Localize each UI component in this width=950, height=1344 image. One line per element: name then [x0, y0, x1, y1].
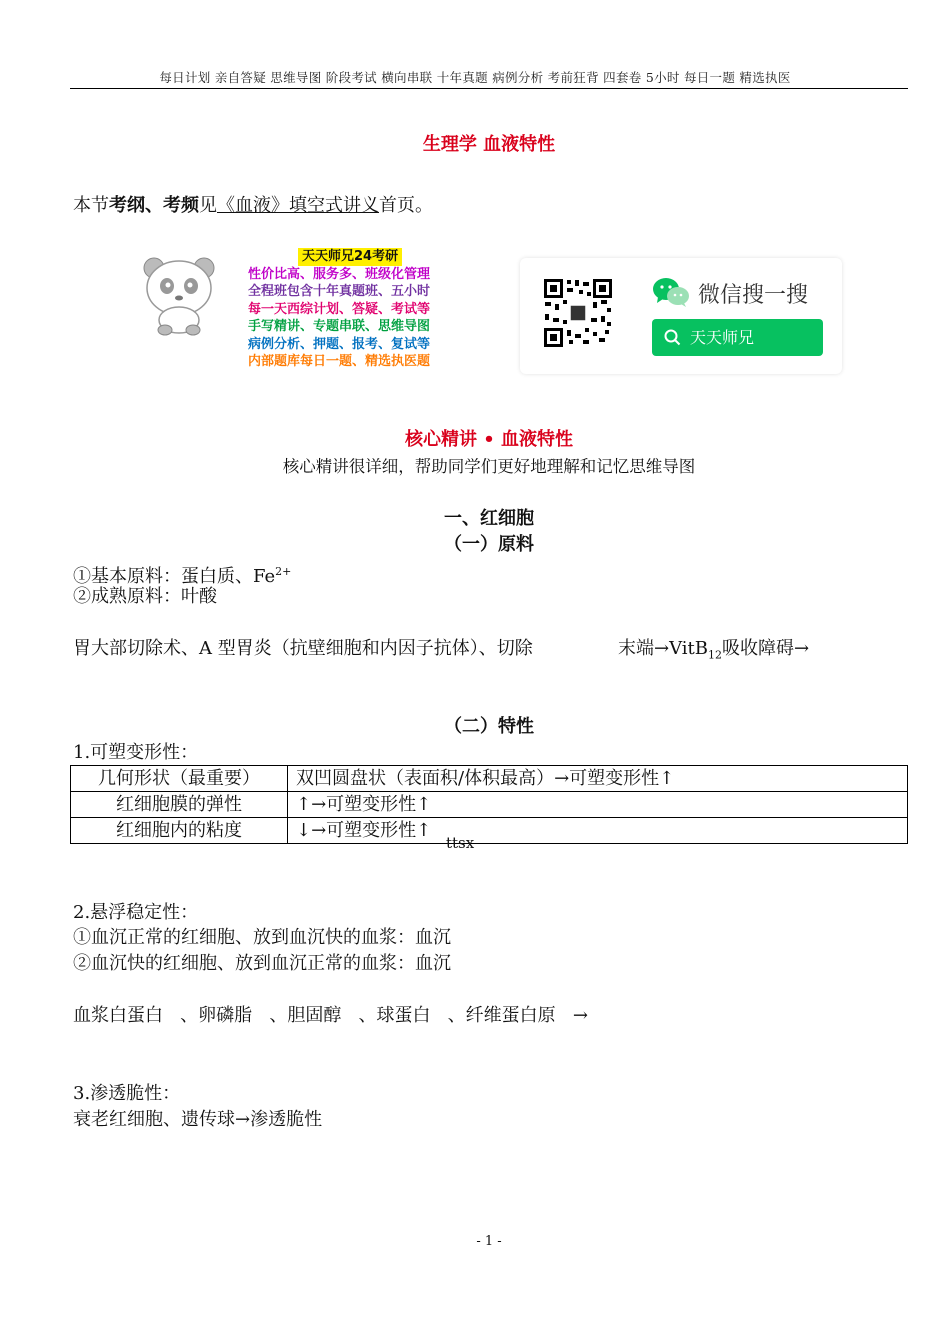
wechat-search-button[interactable]	[652, 319, 823, 356]
table-row	[71, 818, 908, 844]
table-row	[71, 766, 908, 792]
table-cell-effect: ↓→可塑变形性↑	[288, 818, 908, 844]
wechat-logo-icon	[652, 276, 690, 308]
table-cell-effect: 双凹圆盘状（表面积/体积最高）→可塑变形性↑	[288, 766, 908, 792]
intro-prefix: 本节	[73, 195, 109, 216]
header-slogan: 每日计划 亲自答疑 思维导图 阶段考试 横向串联 十年真题 病例分析 考前狂背 四套卷 5小时 每日一题 精选执医	[159, 70, 791, 85]
header-rule	[70, 88, 908, 89]
table-cell-effect: ↑→可塑变形性↑	[288, 792, 908, 818]
search-icon	[664, 329, 681, 346]
gastrectomy-line-right	[618, 636, 809, 669]
intro-line	[73, 193, 433, 219]
material-line-1-text: ①基本原料：蛋白质、Fe	[73, 566, 276, 587]
qr-code-icon[interactable]	[543, 278, 613, 348]
ad-title: 天天师兄24考研	[298, 248, 402, 266]
page-number: - 1 -	[476, 1234, 502, 1249]
table-cell-factor: 几何形状（最重要）	[71, 766, 288, 792]
intro-bold: 考纲、考频	[109, 195, 199, 216]
panda-icon	[136, 254, 222, 336]
ad-line: 每一天西综计划、答疑、考试等	[248, 301, 431, 317]
suspension-line-b: ②血沉快的红细胞、放到血沉正常的血浆：血沉	[73, 953, 451, 974]
intro-suffix: 首页。	[379, 195, 433, 216]
wechat-search-label: 天天师兄	[690, 328, 755, 347]
osmotic-line-a: 衰老红细胞、遗传球→渗透脆性	[73, 1109, 323, 1130]
table-cell-factor: 红细胞膜的弹性	[71, 792, 288, 818]
suspension-line-a: ①血沉正常的红细胞、放到血沉快的血浆：血沉	[73, 927, 451, 948]
ad-line: 全程班包含十年真题班、五小时	[248, 284, 431, 299]
subheading-properties: （二）特性	[444, 716, 534, 737]
table-row	[71, 792, 908, 818]
plasma-protein-line: 血浆白蛋白 、卵磷脂 、胆固醇 、球蛋白 、纤维蛋白原 →	[73, 1005, 588, 1026]
intro-middle: 见	[199, 195, 217, 216]
intro-link[interactable]: 《血液》填空式讲义	[217, 195, 379, 216]
item-osmotic: 3.渗透脆性：	[73, 1083, 181, 1104]
ad-line: 性价比高、服务多、班级化管理	[248, 266, 431, 282]
vitb-prefix: 末端→VitB	[618, 638, 708, 659]
subheading-materials: （一）原料	[444, 534, 534, 555]
ad-text-block	[248, 248, 430, 371]
plasticity-table	[70, 765, 908, 844]
gastrectomy-line-left: 胃大部切除术、A 型胃炎（抗壁细胞和内因子抗体）、切除	[73, 638, 533, 659]
fe-superscript: 2+	[275, 565, 292, 578]
page-title: 生理学 血液特性	[422, 134, 556, 155]
ad-line: 病例分析、押题、报考、复试等	[248, 336, 431, 352]
ad-line: 手写精讲、专题串联、思维导图	[248, 319, 431, 334]
material-line-2: ②成熟原料：叶酸	[73, 586, 217, 607]
vitb-subscript: 12	[707, 648, 722, 662]
vitb-suffix: 吸收障碍→	[721, 638, 810, 659]
watermark-text: ttsx	[446, 834, 475, 852]
ad-line: 内部题库每日一题、精选执医题	[248, 354, 431, 369]
wechat-search-title: 微信搜一搜	[698, 283, 809, 308]
item-plasticity: 1.可塑变形性：	[73, 742, 199, 763]
section-heading-rbc: 一、红细胞	[444, 508, 534, 529]
item-suspension: 2.悬浮稳定性：	[73, 902, 199, 923]
table-cell-factor: 红细胞内的粘度	[71, 818, 288, 844]
core-title: 核心精讲 • 血液特性	[404, 429, 574, 450]
core-subtitle: 核心精讲很详细，帮助同学们更好地理解和记忆思维导图	[282, 457, 696, 476]
